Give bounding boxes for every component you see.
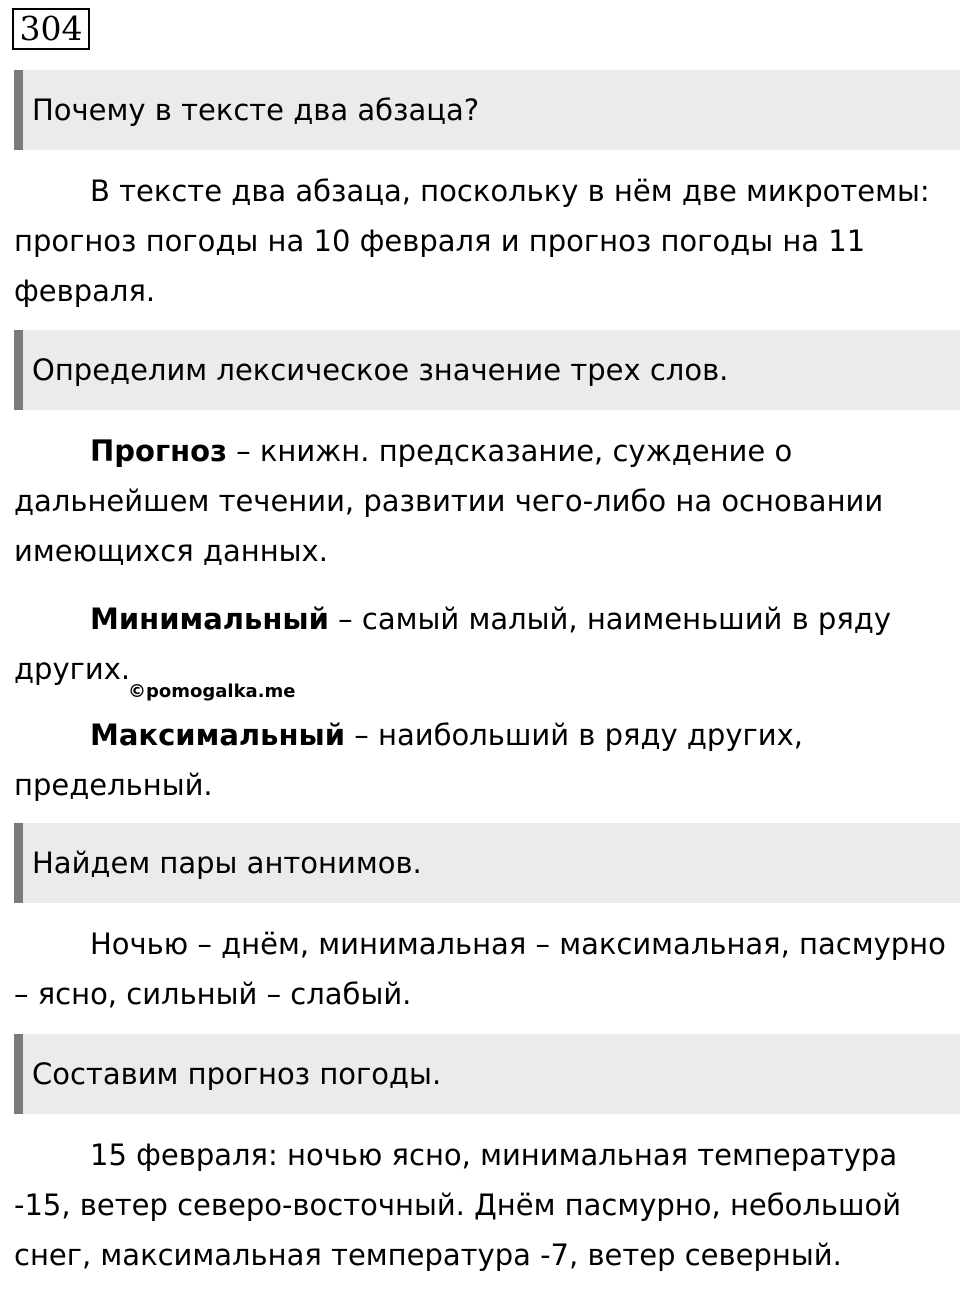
answer-paragraph: 15 февраля: ночью ясно, минимальная температура -15, ветер северо-восточный. Днём пасмурно, небольшой снег, максимальная температура -7, ветер северный. xyxy=(14,1138,902,1272)
question-heading: Определим лексическое значение трех слов. xyxy=(14,330,960,410)
question-heading: Составим прогноз погоды. xyxy=(14,1034,960,1114)
question-heading: Найдем пары антонимов. xyxy=(14,823,960,903)
answer-paragraph: Ночью – днём, минимальная – максимальная, пасмурно – ясно, сильный – слабый. xyxy=(14,927,946,1011)
definition-text: – наибольший в ряду других, предельный. xyxy=(14,718,803,802)
answer-paragraph: В тексте два абзаца, поскольку в нём две микротемы: прогноз погоды на 10 февраля и прогноз погоды на 11 февраля. xyxy=(14,174,930,308)
definition-text: – книжн. предсказание, суждение о дальнейшем течении, развитии чего-либо на основании имеющихся данных. xyxy=(14,434,884,568)
definition-paragraph xyxy=(14,426,949,576)
definition-term: Минимальный xyxy=(90,602,329,636)
definition-term: Прогноз xyxy=(90,434,227,468)
definition-term: Максимальный xyxy=(90,718,346,752)
watermark: ©pomogalka.me xyxy=(128,681,296,702)
definition-text: – самый малый, наименьший в ряду других. xyxy=(14,602,891,686)
definition-paragraph xyxy=(14,710,949,810)
task-number: 304 xyxy=(12,8,90,50)
question-heading: Почему в тексте два абзаца? xyxy=(14,70,960,150)
definition-paragraph xyxy=(14,594,949,694)
